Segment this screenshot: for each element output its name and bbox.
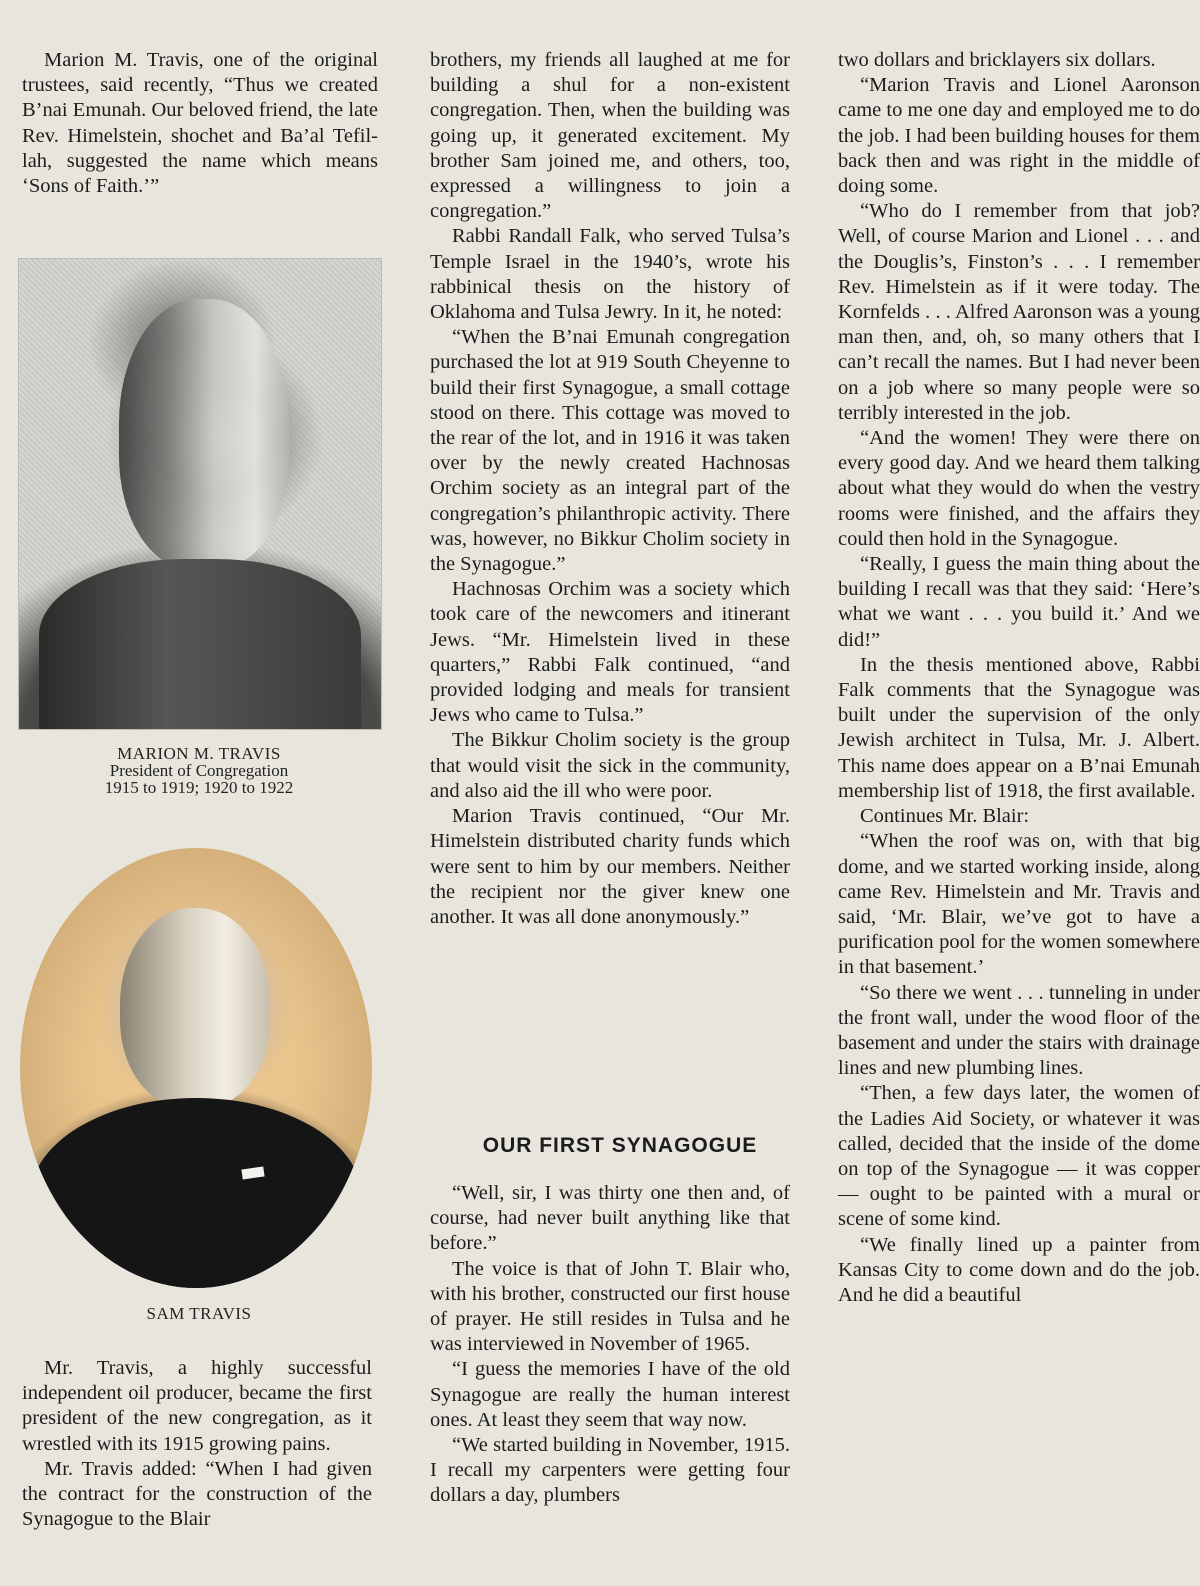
paragraph: “We started building in November, 1915. I recall my carpenters were getting four dollars a day, plumbers (430, 1434, 790, 1507)
paragraph: “When the roof was on, with that big dome, and we started working inside, along came Rev. Himelstein and Mr. Travis and said, ‘Mr. Blair, we’ve got to have a purification pool for the women somewhere in that basement.’ (838, 830, 1200, 979)
photo2-caption: SAM TRAVIS (146, 1304, 252, 1323)
photo-sam-travis (20, 848, 372, 1288)
paragraph: Continues Mr. Blair: (860, 805, 1030, 828)
portrait-head (120, 908, 270, 1108)
paragraph: The Bikkur Cholim society is the group that would visit the sick in the community, and also aid the ill who were poor. (430, 729, 790, 802)
paragraph: “We finally lined up a painter from Kansas City to come down and do the job. And he did a beautiful (838, 1233, 1200, 1306)
intro-paragraph: Marion M. Travis, one of the original trustees, said recently, “Thus we created B’nai Emunah. Our beloved friend, the late Rev. Himelstein, shochet and Ba’al Tefil-lah, suggested the name which means ‘Sons of Faith.’” (22, 49, 378, 198)
paragraph: “Then, a few days later, the women of the Ladies Aid Society, or whatever it was called, decided that the inside of the dome on top of the Synagogue — it was copper — ought to be painted with a mural or scene of some kind. (838, 1082, 1200, 1231)
paragraph: “So there we went . . . tunneling in under the front wall, under the wood floor of the basement and under the stairs with drainage lines and new plumbing lines. (838, 981, 1200, 1080)
section-heading: OUR FIRST SYNAGOGUE (482, 1134, 758, 1157)
paragraph: two dollars and bricklayers six dollars. (838, 49, 1156, 71)
photo1-caption (18, 745, 380, 796)
portrait-face (119, 299, 289, 569)
portrait-body (39, 559, 361, 729)
portrait-coat (30, 1098, 362, 1288)
col2-lower-text (430, 1181, 790, 1509)
paragraph: “Marion Travis and Lionel Aaronson came to me one day and employed me to do the job. I had been building houses for them back then and was right in the middle of doing some. (838, 74, 1200, 198)
col2-upper-text (430, 48, 790, 930)
col1-lower-text (22, 1356, 372, 1532)
caption-title: President of Congregation (109, 761, 289, 780)
paragraph: Marion Travis continued, “Our Mr. Himelstein distributed charity funds which were sent to him by our members. Neither the recipient nor the giver knew one another. It was all done anonymously.” (430, 805, 790, 928)
paragraph: Mr. Travis added: “When I had given the contract for the construction of the Synagogue to the Blair (22, 1457, 372, 1531)
paragraph: brothers, my friends all laughed at me for building a shul for a non-existent congregation. Then, when the building was going up, it generated excitement. My brother Sam joined me, and others, too, expressed a willingness to join a congregation.” (430, 49, 790, 223)
col3-text (838, 48, 1200, 1308)
paragraph: Mr. Travis, a highly successful independent oil producer, became the first president of the new congregation, as it wrestled with its 1915 growing pains. (22, 1357, 372, 1455)
caption-name: MARION M. TRAVIS (117, 744, 281, 763)
paragraph: “Who do I remember from that job? Well, of course Marion and Lionel . . . and the Douglis’s, Finston’s . . . I remember Rev. Himelstein as if it were today. The Kornfelds . . . Alfred Aaronson was a young man then, and, oh, so many others that I can’t recall the names. But I had never been on a job where so many people were so terribly interested in the job. (838, 200, 1200, 424)
paragraph: “When the B’nai Emunah congregation purchased the lot at 919 South Cheyenne to build their first Synagogue, a small cottage stood on there. This cottage was moved to the rear of the lot, and in 1916 it was taken over by the newly created Hachnosas Orchim society as an integral part of the congregation’s philanthropic activity. There was, however, no Bikkur Cholim society in the Synagogue.” (430, 326, 790, 576)
paragraph: “And the women! They were there on every good day. And we heard them talking about what they would do when the vestry rooms were finished, and the affairs they could then hold in the Synagogue. (838, 427, 1200, 550)
paragraph: Rabbi Randall Falk, who served Tulsa’s Temple Israel in the 1940’s, wrote his rabbinical thesis on the history of Oklahoma and Tulsa Jewry. In it, he noted: (430, 225, 790, 324)
paragraph: “Really, I guess the main thing about the building I recall was that they said: ‘Here’s what we want . . . you build it.’ And we did!” (838, 553, 1200, 651)
paragraph: “I guess the memories I have of the old Synagogue are really the human interest ones. At least they seem that way now. (430, 1358, 790, 1431)
caption-years: 1915 to 1919; 1920 to 1922 (104, 778, 294, 797)
paragraph: “Well, sir, I was thirty one then and, of course, had never built anything like that before.” (430, 1182, 790, 1255)
photo-marion-travis (18, 258, 382, 730)
paragraph: Hachnosas Orchim was a society which took care of the newcomers and itinerant Jews. “Mr. Himelstein lived in these quarters,” Rabbi Falk continued, “and provided lodging and meals for transient Jews who came to Tulsa.” (430, 578, 790, 727)
paragraph: The voice is that of John T. Blair who, with his brother, constructed our first house of prayer. He still resides in Tulsa and he was interviewed in November of 1965. (430, 1257, 790, 1356)
paragraph: In the thesis mentioned above, Rabbi Falk comments that the Synagogue was built under the supervision of the only Jewish architect in Tulsa, Mr. J. Albert. This name does appear on a B’nai Emunah membership list of 1918, the first available. (838, 653, 1200, 802)
